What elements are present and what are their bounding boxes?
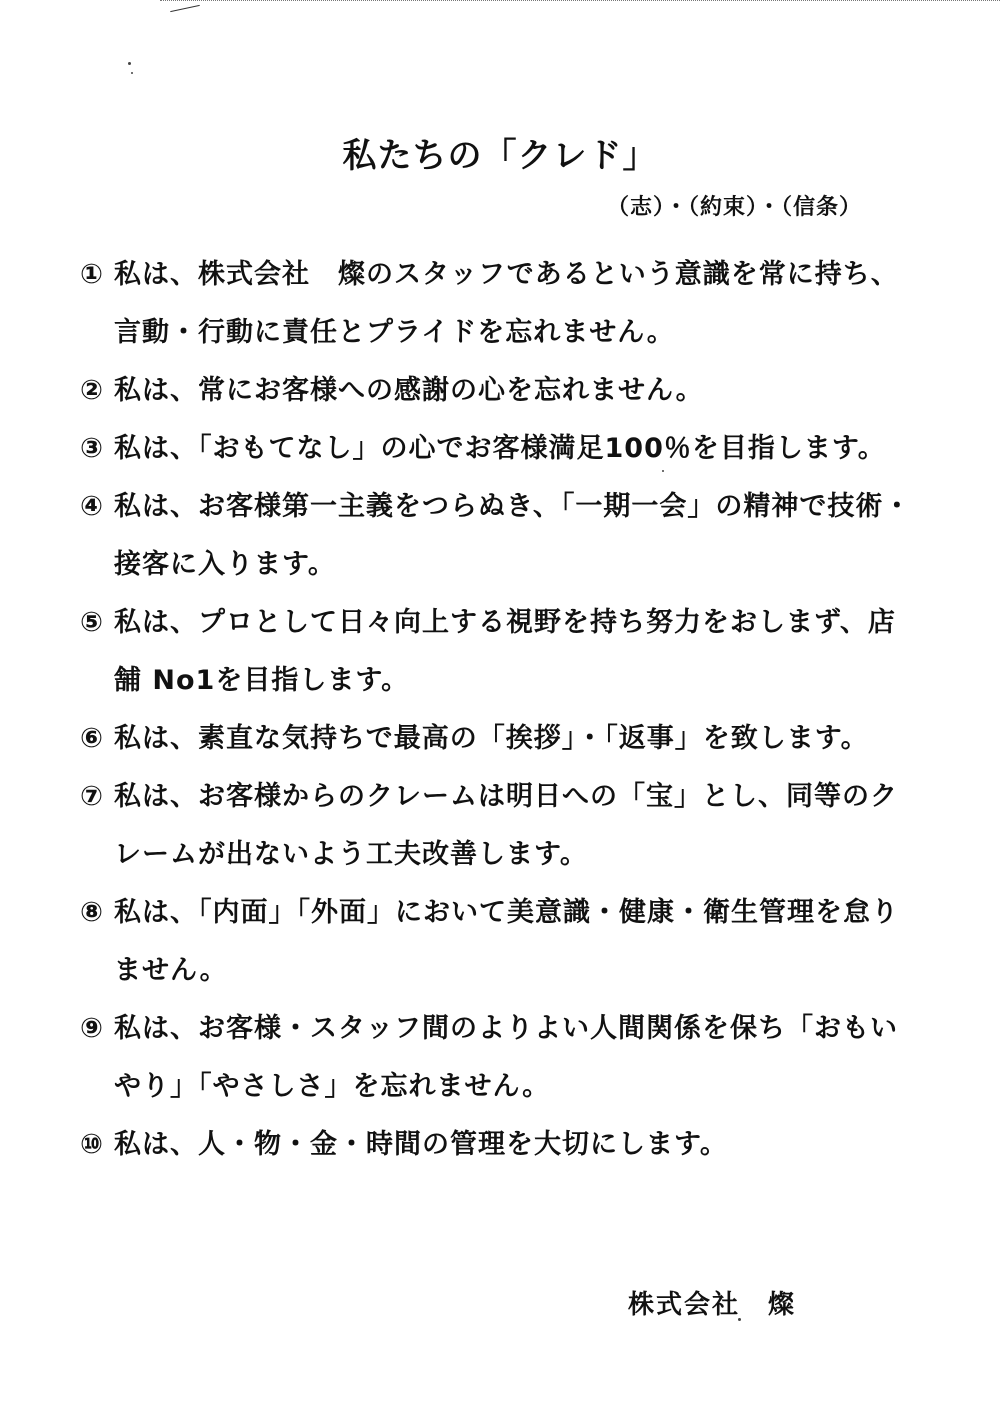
credo-item-text: 私は、常にお客様への感謝の心を忘れません。: [114, 375, 704, 406]
credo-item: [80, 362, 920, 420]
credo-item-number: ②: [80, 375, 104, 406]
scan-artifact-line: [160, 0, 1000, 5]
credo-item: [80, 246, 920, 362]
credo-item-text: 私は、「内面」「外面」において美意識・健康・衛生管理を怠りません。: [114, 897, 899, 986]
scan-artifact-speck: [128, 62, 131, 65]
credo-list: [80, 246, 920, 1174]
credo-item-number: ⑤: [80, 607, 104, 638]
credo-item-text: 私は、お客様からのクレームは明日への「宝」とし、同等のクレームが出ないよう工夫改善します。: [114, 781, 898, 870]
credo-item-number: ⑨: [80, 1013, 104, 1044]
page-title: 私たちの「クレド」: [342, 136, 658, 176]
credo-item-text: 私は、お客様・スタッフ間のよりよい人間関係を保ち「おもいやり」「やさしさ」を忘れません。: [114, 1013, 898, 1102]
credo-item-text: 私は、お客様第一主義をつらぬき、「一期一会」の精神で技術・接客に入ります。: [114, 491, 912, 580]
credo-item: [80, 420, 920, 478]
credo-item-number: ④: [80, 491, 104, 522]
credo-item-text: 私は、素直な気持ちで最高の「挨拶」・「返事」を致します。: [114, 723, 869, 754]
credo-item-text: 私は、株式会社 燦のスタッフであるという意識を常に持ち、言動・行動に責任とプライドを忘れません。: [114, 259, 899, 348]
company-name: 株式会社 燦: [628, 1290, 797, 1320]
scan-artifact-stroke: [170, 5, 200, 12]
credo-item: [80, 594, 920, 710]
credo-item-number: ⑦: [80, 781, 104, 812]
credo-item: [80, 1000, 920, 1116]
credo-item-number: ③: [80, 433, 104, 464]
credo-item-text: 私は、プロとして日々向上する視野を持ち努力をおしまず、店舗 No1を目指します。: [114, 607, 896, 696]
credo-item: [80, 1116, 920, 1174]
page-subtitle: （志）・（約束）・（信条）: [606, 195, 862, 220]
credo-item-number: ⑧: [80, 897, 104, 928]
credo-item-number: ⑩: [80, 1129, 104, 1160]
credo-item-number: ⑥: [80, 723, 104, 754]
credo-item: [80, 478, 920, 594]
scan-artifact-speck: [131, 72, 133, 74]
credo-item-number: ①: [80, 259, 104, 290]
credo-item: [80, 768, 920, 884]
credo-item-text: 私は、「おもてなし」の心でお客様満足100％を目指します。: [114, 433, 886, 464]
credo-item: [80, 710, 920, 768]
credo-item: [80, 884, 920, 1000]
credo-item-text: 私は、人・物・金・時間の管理を大切にします。: [114, 1129, 728, 1160]
